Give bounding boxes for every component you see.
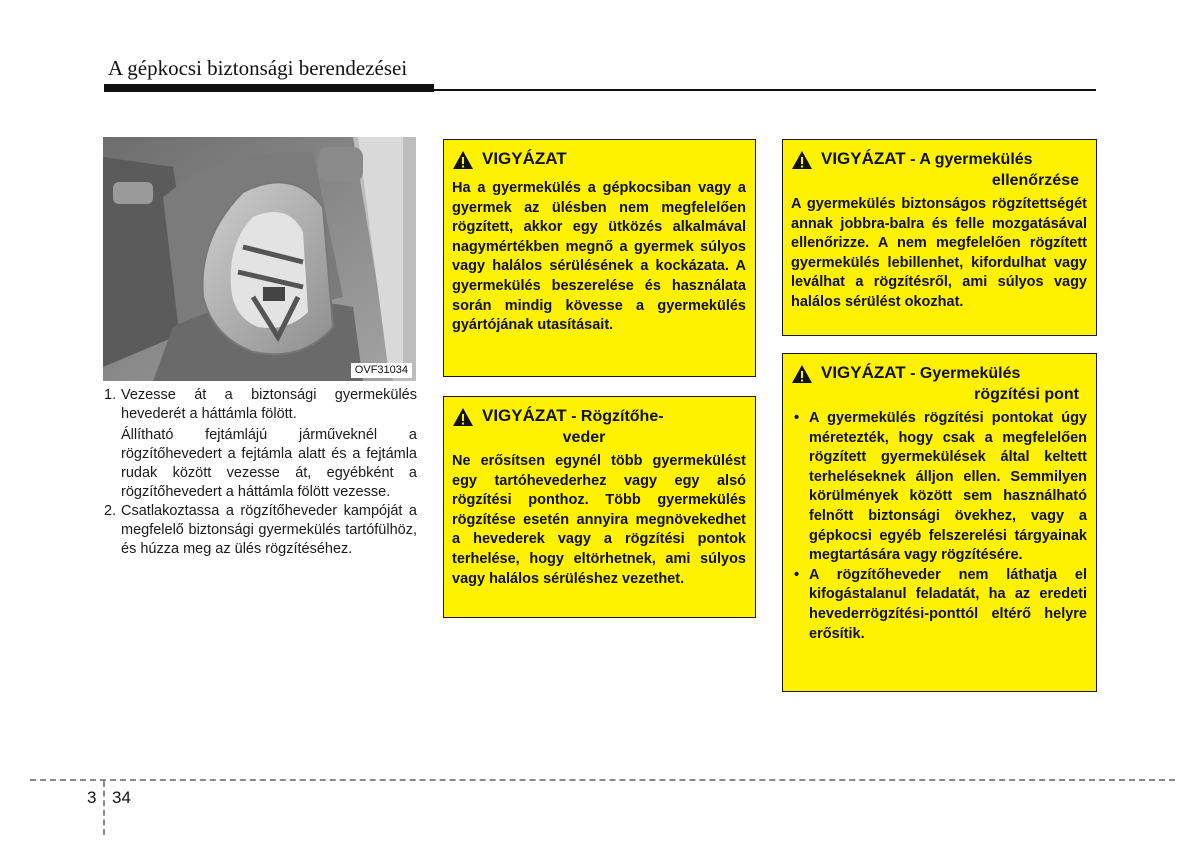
warning-box-child-seat-safety xyxy=(443,139,756,377)
step-text: Vezesse át a biztonsági gyermekülés hevederét a háttámla fölött. xyxy=(121,387,417,422)
warning-title-part: - Gyermekülés xyxy=(905,365,1021,382)
step-1 xyxy=(104,386,417,502)
step-text: Csatlakoztassa a rögzítőheveder kampóját a megfelelő biztonsági gyermekülés tartófülhöz, és húzza meg az ülés rögzítéséhez. xyxy=(121,503,417,557)
child-seat-illustration xyxy=(103,137,416,381)
warning-text: A gyermekülés biztonságos rögzítettségét annak jobbra-balra és felle mozgatásával ellenőrizze. A nem megfelelően rögzített gyermekülés lebillenhet, kifordulhat vagy leválhat a rögzítésről, ami súlyos vagy halálos sérülést okozhat. xyxy=(791,196,1087,310)
child-seat-photo xyxy=(103,137,416,381)
warning-title-part: veder xyxy=(562,429,606,446)
warning-bullet-list xyxy=(791,409,1087,644)
footer-divider xyxy=(30,779,1175,781)
warning-title xyxy=(821,148,1087,191)
warning-label: VIGYÁZAT xyxy=(482,149,567,168)
warning-triangle-icon xyxy=(791,362,821,389)
bullet-icon: • xyxy=(794,410,800,426)
warning-text: Ha a gyermekülés a gépkocsiban vagy a gyermek az ülésben nem megfelelően rögzített, akkor egy ütközés alkalmával nagymértékben megnő a gyermek súlyos vagy halálos sérülésének a kockázata. A gyermekülés beszerelése és használata során mindig kövesse a gyermekülés gyártójának utasításait. xyxy=(452,180,746,334)
bullet-icon: • xyxy=(794,566,800,583)
warning-title-part: - Rögzítőhe- xyxy=(566,408,664,425)
header-rule xyxy=(104,84,434,92)
warning-title-part: ellenőrzése xyxy=(991,172,1079,189)
warning-box-seat-check xyxy=(782,139,1097,336)
warning-label: VIGYÁZAT xyxy=(821,363,906,382)
warning-title-part: rögzítési pont xyxy=(974,386,1079,403)
list-item xyxy=(791,566,1087,644)
list-item-text: A rögzítőheveder nem láthatja el kifogástalanul feladatát, ha az eredeti hevederrögzítési-ponttól eltérő helyre erősítik. xyxy=(809,566,1087,642)
step-number: 1. xyxy=(104,387,117,403)
warning-triangle-icon xyxy=(791,148,821,175)
warning-label: VIGYÁZAT xyxy=(821,149,906,168)
header-rule-thin xyxy=(434,89,1096,91)
step-2 xyxy=(104,502,417,559)
warning-title xyxy=(821,362,1087,405)
list-item-text: A gyermekülés rögzítési pontokat úgy méretezték, hogy csak a megfelelően rögzített gyermekülések által keltett terheléseknek álljon ellen. Semmilyen körülmények között sem használható felnőtt biztonsági övekhez, vagy a gépkocsi egyéb felszerelési tárgyainak megtartására vagy rögzítésére. xyxy=(809,410,1087,564)
warning-triangle-icon xyxy=(452,148,482,175)
figure-caption: OVF31034 xyxy=(351,363,412,378)
warning-box-tether-strap xyxy=(443,396,756,618)
instruction-steps xyxy=(104,386,417,559)
chapter-number: 3 xyxy=(87,788,97,807)
step-number: 2. xyxy=(104,503,117,519)
list-item xyxy=(791,409,1087,566)
warning-text: Ne erősítsen egynél több gyermekülést egy tartóhevederhez vagy egy alsó rögzítési ponthoz. Több gyermekülés rögzítése esetén annyira megnövekedhet a hevederek vagy a rögzítési pontok terhelése, hogy eltörhetnek, ami súlyos vagy halálos sérüléshez vezethet. xyxy=(452,453,746,587)
warning-title-part: - A gyermekülés xyxy=(905,151,1033,168)
warning-label: VIGYÁZAT xyxy=(482,406,567,425)
warning-box-anchor-point xyxy=(782,353,1097,692)
page-number: 34 xyxy=(112,788,131,807)
footer-vertical-divider xyxy=(103,781,105,835)
page-header-title: A gépkocsi biztonsági berendezései xyxy=(108,56,408,80)
warning-triangle-icon xyxy=(452,405,482,432)
step-text: Állítható fejtámlájú járműveknél a rögzítőhevedert a fejtámla alatt és a fejtámla rudak között vezesse át, egyébként a rögzítőhevedert a háttámla fölött vezesse. xyxy=(121,427,417,500)
warning-title xyxy=(482,405,746,448)
